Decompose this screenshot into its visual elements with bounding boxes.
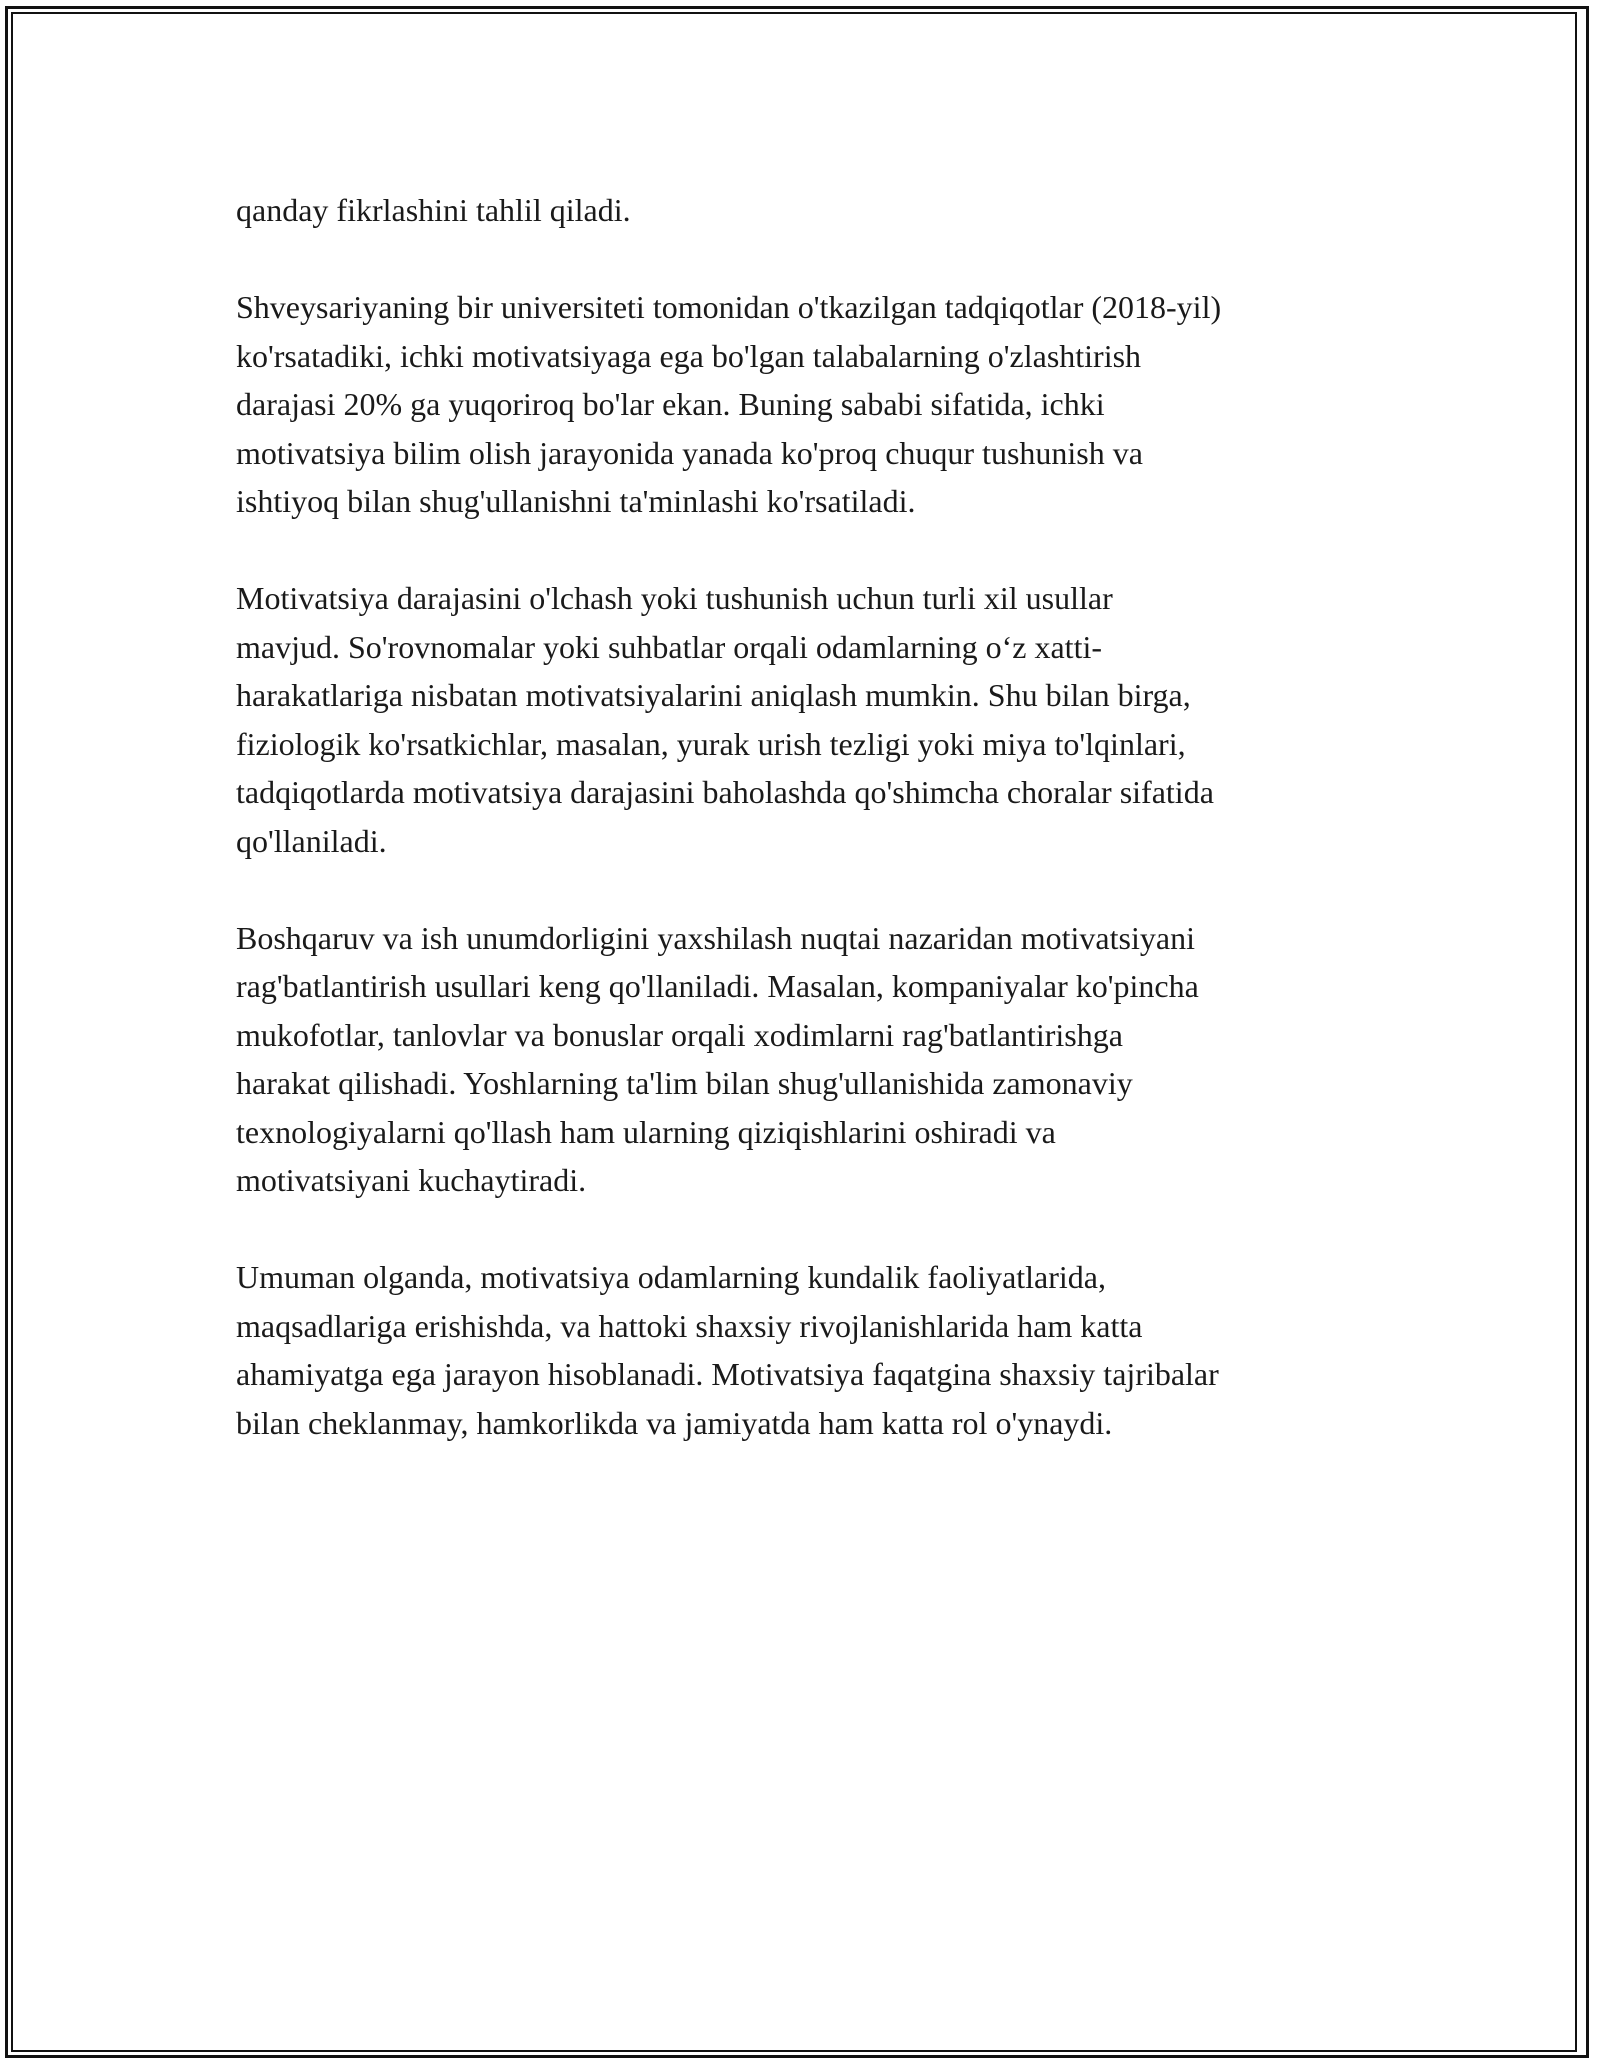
text-line: tadqiqotlarda motivatsiya darajasini baholashda qo'shimcha choralar sifatida (236, 774, 1214, 810)
text-line: rag'batlantirish usullari keng qo'llaniladi. Masalan, kompaniyalar ko'pincha (236, 968, 1199, 1004)
text-line: qo'llaniladi. (236, 822, 387, 859)
text-line: ahamiyatga ega jarayon hisoblanadi. Motivatsiya faqatgina shaxsiy tajribalar (236, 1356, 1219, 1392)
text-line: harakatlariga nisbatan motivatsiyalarini aniqlash mumkin. Shu bilan birga, (236, 677, 1191, 713)
text-line: texnologiyalarni qo'llash ham ularning qiziqishlarini oshiradi va (236, 1113, 1056, 1150)
document-body (236, 186, 1376, 1496)
text-line: ko'rsatadiki, ichki motivatsiyaga ega bo'lgan talabalarning o'zlashtirish (236, 337, 1142, 374)
text-line: harakat qilishadi. Yoshlarning ta'lim bilan shug'ullanishida zamonaviy (236, 1065, 1133, 1101)
paragraph-3 (236, 574, 1376, 865)
text-line: Boshqaruv va ish unumdorligini yaxshilash nuqtai nazaridan motivatsiyani (236, 919, 1195, 956)
text-line: darajasi 20% ga yuqoriroq bo'lar ekan. Buning sababi sifatida, ichki (236, 386, 1105, 422)
text-line: maqsadlariga erishishda, va hattoki shaxsiy rivojlanishlarida ham katta (236, 1307, 1143, 1344)
text-line: mavjud. So'rovnomalar yoki suhbatlar orqali odamlarning o‘z xatti- (236, 628, 1102, 665)
paragraph-4 (236, 914, 1376, 1205)
paragraph-1 (236, 186, 1376, 235)
text-line: motivatsiya bilim olish jarayonida yanada ko'proq chuqur tushunish va (236, 434, 1143, 471)
text-line: Motivatsiya darajasini o'lchash yoki tushunish uchun turli xil usullar (236, 580, 1113, 616)
text-line: mukofotlar, tanlovlar va bonuslar orqali xodimlarni rag'batlantirishga (236, 1016, 1123, 1053)
text-line: Shveysariyaning bir universiteti tomonidan o'tkazilgan tadqiqotlar (2018-yil) (236, 289, 1222, 325)
paragraph-5 (236, 1253, 1376, 1447)
text-line: ishtiyoq bilan shug'ullanishni ta'minlashi ko'rsatiladi. (236, 483, 916, 519)
text-line: motivatsiyani kuchaytiradi. (236, 1162, 587, 1198)
text-line: fiziologik ko'rsatkichlar, masalan, yurak urish tezligi yoki miya to'lqinlari, (236, 725, 1186, 762)
text-line: qanday fikrlashini tahlil qiladi. (236, 192, 631, 228)
text-line: bilan cheklanmay, hamkorlikda va jamiyatda ham katta rol o'ynaydi. (236, 1404, 1113, 1441)
text-line: Umuman olganda, motivatsiya odamlarning kundalik faoliyatlarida, (236, 1259, 1106, 1295)
paragraph-2 (236, 283, 1376, 526)
